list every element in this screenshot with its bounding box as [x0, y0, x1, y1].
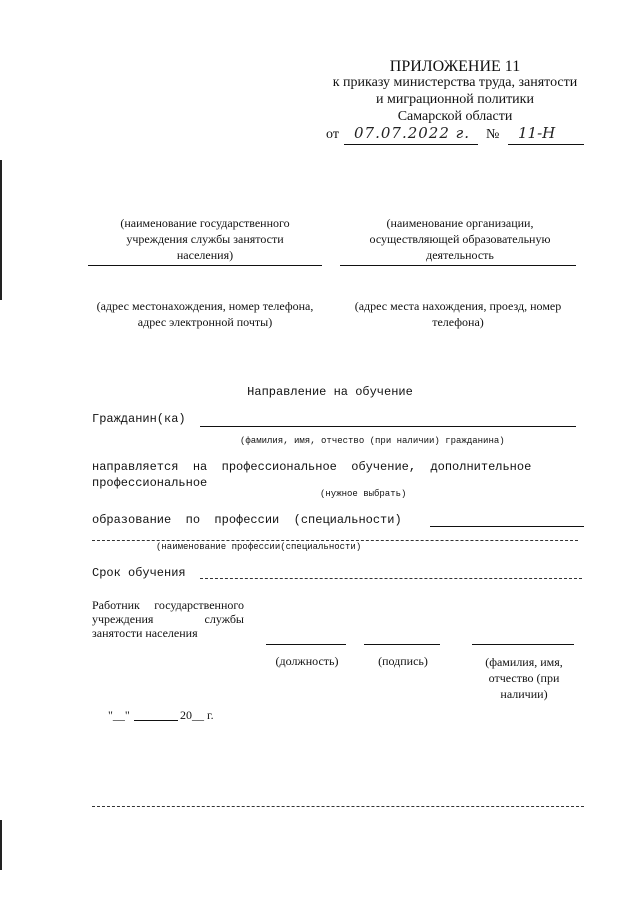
position-field[interactable]: [266, 644, 346, 645]
appendix-title: ПРИЛОЖЕНИЕ 11: [389, 58, 521, 75]
citizen-field[interactable]: [200, 426, 576, 427]
date-line-month[interactable]: [134, 720, 178, 721]
worker-label: Работник государственного учреждения службы занятости населения: [92, 598, 244, 640]
sign-field[interactable]: [364, 644, 440, 645]
appendix-line2: и миграционной политики: [376, 92, 534, 107]
position-caption: (должность): [275, 654, 339, 668]
education-line: образование по профессии (специальности): [92, 513, 402, 527]
profession-field-end[interactable]: [430, 526, 584, 527]
date-value: 07.07.2022 г.: [354, 124, 471, 142]
bottom-cut-line: [92, 806, 584, 807]
scan-edge-bottom: [0, 820, 2, 870]
date-line-year: 20__ г.: [180, 708, 214, 722]
sign-caption: (подпись): [378, 654, 428, 668]
org-caption: (наименование организации, осуществляющей образовательную деятельность: [369, 216, 551, 262]
number-prefix: №: [486, 127, 500, 142]
citizen-label: Гражданин(ка): [92, 412, 186, 426]
directed-line: направляется на профессиональное обучение, дополнительное: [92, 460, 532, 474]
gov-address-caption: (адрес местонахождения, номер телефона, адрес электронной почты): [96, 299, 314, 329]
date-prefix: от: [326, 127, 339, 142]
org-underline: [340, 265, 576, 266]
profession-caption: (наименование профессии(специальности): [156, 542, 362, 552]
profession-field[interactable]: [92, 540, 578, 541]
term-field[interactable]: [200, 578, 582, 579]
form-title: Направление на обучение: [247, 385, 413, 399]
gov-institution-caption: (наименование государственного учреждения службы занятости населения): [120, 216, 290, 262]
appendix-line3: Самарской области: [397, 109, 513, 124]
gov-institution-underline: [88, 265, 322, 266]
directed-line2: профессиональное: [92, 476, 208, 490]
appendix-line1: к приказу министерства труда, занятости: [332, 75, 578, 90]
term-label: Срок обучения: [92, 566, 186, 580]
number-value: 11-Н: [518, 124, 556, 142]
scan-edge-top: [0, 160, 2, 300]
number-underline: [508, 144, 584, 145]
fio-caption: (фамилия, имя, отчество (при наличии): [485, 655, 563, 701]
date-underline: [344, 144, 478, 145]
org-address-caption: (адрес места нахождения, проезд, номер телефона): [354, 299, 562, 329]
citizen-caption: (фамилия, имя, отчество (при наличии) гражданина): [240, 436, 505, 446]
date-line-quotes: "__": [108, 708, 130, 722]
choose-caption: (нужное выбрать): [320, 489, 407, 499]
fio-field[interactable]: [472, 644, 574, 645]
